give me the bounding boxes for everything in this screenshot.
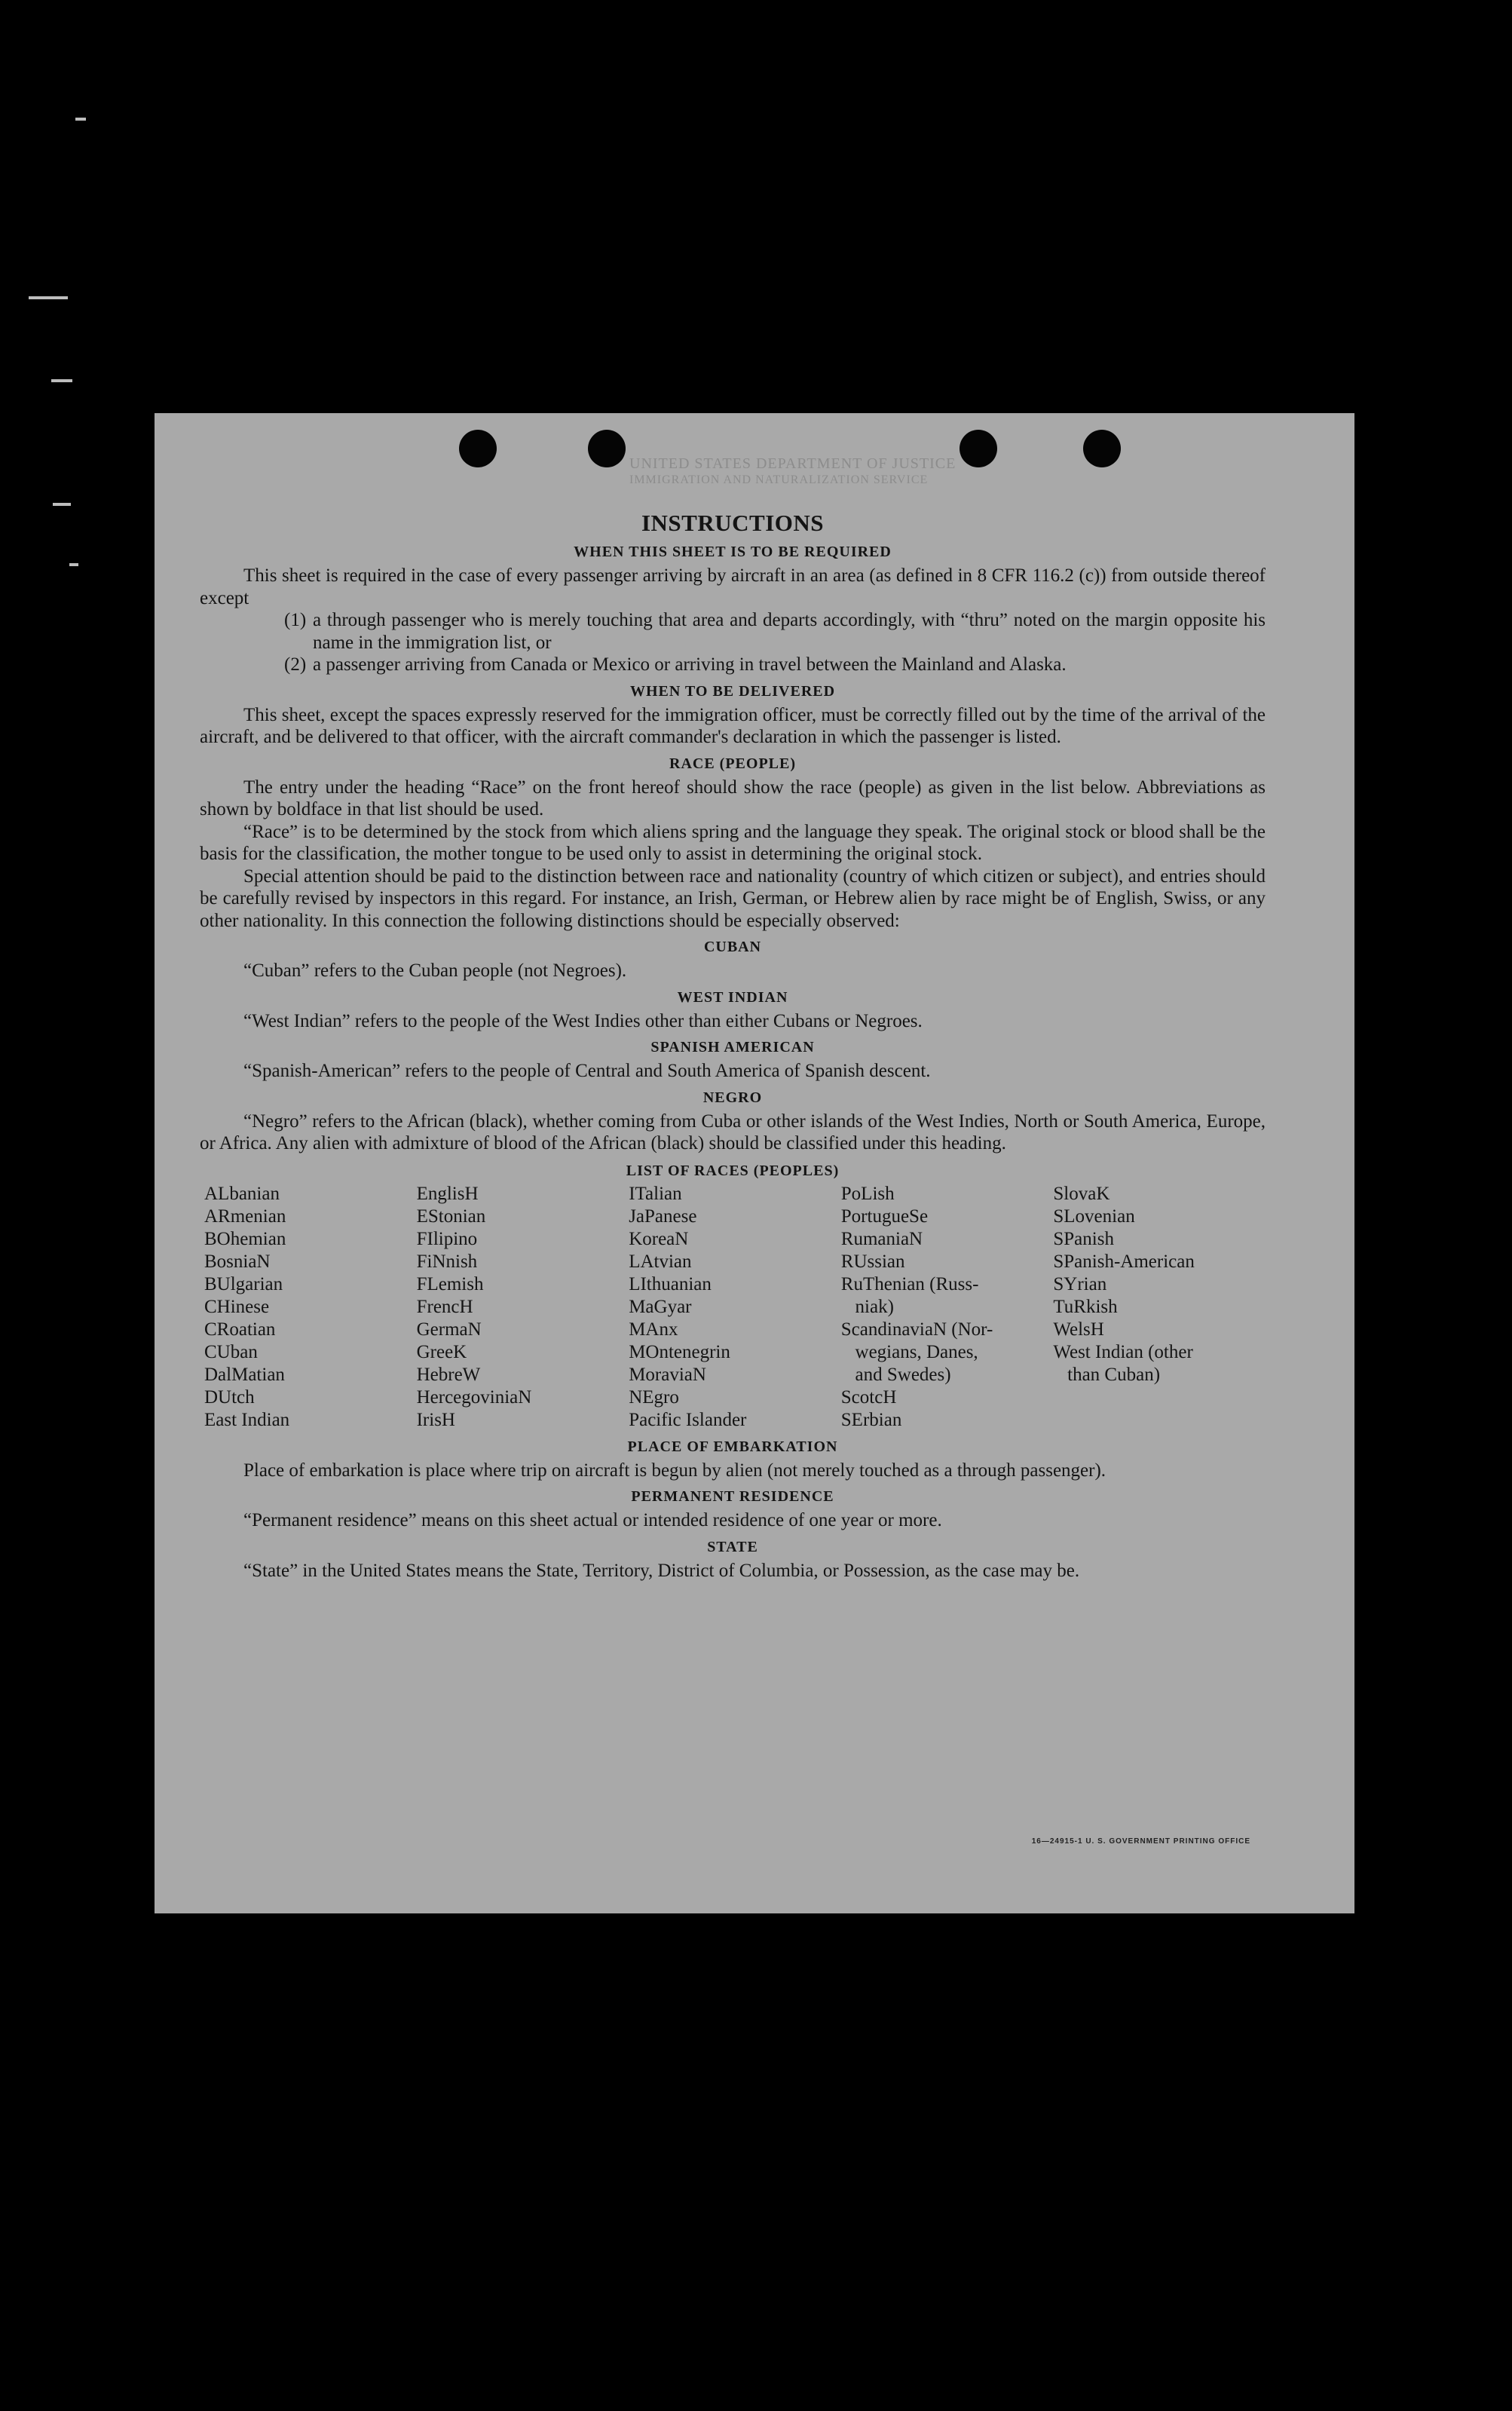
race-entry: SPanish-American: [1053, 1251, 1195, 1272]
exception-text: a through passenger who is merely touching that area and departs accordingly, with “thru” noted on the margin opposite his name in the immigration list, or: [313, 610, 1266, 653]
race-entry: CHinese: [204, 1296, 270, 1317]
race-entry: and Swedes): [840, 1364, 951, 1385]
paragraph: “Cuban” refers to the Cuban people (not Negroes).: [243, 960, 627, 981]
race-entry: SErbian: [840, 1409, 902, 1430]
printing-office-code: 16—24915-1 U. S. GOVERNMENT PRINTING OFFICE: [1031, 1837, 1250, 1846]
exception-list: [284, 609, 1266, 676]
race-entry: ScotcH: [840, 1386, 897, 1408]
paragraph: This sheet, except the spaces expressly reserved for the immigration officer, must be correctly filled out by the time of the arrival of the aircraft, and be delivered to that officer, with the aircraft commander's declaration in which the passenger is listed.: [200, 704, 1266, 747]
race-entry: wegians, Danes,: [840, 1341, 978, 1362]
race-entry: SLovenian: [1053, 1206, 1135, 1227]
race-entry: CUban: [204, 1341, 258, 1362]
race-entry: than Cuban): [1053, 1364, 1161, 1385]
paragraph: “State” in the United States means the State, Territory, District of Columbia, or Possession, as the case may be.: [243, 1560, 1080, 1581]
races-heading: LIST OF RACES (PEOPLES): [626, 1162, 840, 1179]
race-entry: SPanish: [1053, 1228, 1114, 1249]
paragraph: “West Indian” refers to the people of the West Indies other than either Cubans or Negroes.: [243, 1010, 923, 1031]
paragraph: “Spanish-American” refers to the people of Central and South America of Spanish descent.: [243, 1061, 931, 1081]
paragraph: The entry under the heading “Race” on the front hereof should show the race (people) as given in the list below. Abbreviations as shown by boldface in that list should be used.: [200, 777, 1266, 819]
races-column: [204, 1183, 417, 1432]
paragraph: “Permanent residence” means on this sheet actual or intended residence of one year or more.: [243, 1510, 942, 1530]
race-entry: ARmenian: [204, 1206, 286, 1227]
exception-text: a passenger arriving from Canada or Mexico or arriving in travel between the Mainland and Alaska.: [313, 654, 1067, 675]
scan-mark: [51, 379, 72, 382]
race-entry: MOntenegrin: [629, 1341, 730, 1362]
race-entry: PoLish: [840, 1183, 895, 1204]
scan-mark: [75, 118, 86, 121]
paragraph: Place of embarkation is place where trip on aircraft is begun by alien (not merely touched as a through passenger).: [243, 1460, 1106, 1481]
scan-mark: [53, 503, 71, 506]
race-entry: DUtch: [204, 1386, 255, 1408]
race-entry: BUlgarian: [204, 1273, 283, 1294]
section-heading: WHEN TO BE DELIVERED: [629, 682, 836, 700]
section-heading: NEGRO: [702, 1089, 763, 1106]
paragraph: This sheet is required in the case of every passenger arriving by aircraft in an area (as defined in 8 CFR 116.2 (c)) from outside thereof except: [200, 565, 1266, 608]
exception-item: [284, 654, 1266, 676]
section-heading: STATE: [707, 1538, 758, 1555]
punch-hole: [459, 430, 497, 467]
scan-mark: [69, 563, 78, 566]
punch-hole: [588, 430, 626, 467]
race-entry: SYrian: [1053, 1273, 1107, 1294]
punch-hole: [1083, 430, 1121, 467]
paragraph: “Negro” refers to the African (black), whether coming from Cuba or other islands of the West Indies, North or South America, Europe, or Africa. Any alien with admixture of blood of the African (black) should be classified under this heading.: [200, 1111, 1266, 1153]
race-entry: ITalian: [629, 1183, 682, 1204]
race-entry: FLemish: [416, 1273, 484, 1294]
race-entry: SlovaK: [1053, 1183, 1110, 1204]
race-entry: niak): [840, 1296, 894, 1317]
page-title: INSTRUCTIONS: [641, 510, 824, 536]
races-column: [841, 1183, 1054, 1432]
race-entry: DalMatian: [204, 1364, 285, 1385]
race-entry: East Indian: [204, 1409, 290, 1430]
race-entry: HercegoviniaN: [416, 1386, 532, 1408]
paragraph: Special attention should be paid to the distinction between race and nationality (country of which citizen or subject), and entries should be carefully revised by inspectors in this regard. For instance, an Irish, German, or Hebrew alien by race might be of English, Swiss, or any other nationality. In this connection the following distinctions should be especially observed:: [200, 865, 1266, 931]
race-entry: RumaniaN: [840, 1228, 923, 1249]
race-entry: KoreaN: [629, 1228, 689, 1249]
race-entry: ALbanian: [204, 1183, 280, 1204]
race-entry: LAtvian: [629, 1251, 692, 1272]
race-entry: West Indian (other: [1053, 1341, 1193, 1362]
section-heading: SPANISH AMERICAN: [650, 1039, 815, 1055]
race-entry: JaPanese: [629, 1206, 697, 1227]
section-heading: CUBAN: [703, 939, 762, 955]
race-entry: EnglisH: [416, 1183, 479, 1204]
race-entry: EStonian: [416, 1206, 486, 1227]
punch-hole: [960, 430, 997, 467]
race-entry: Pacific Islander: [629, 1409, 747, 1430]
race-entry: TuRkish: [1053, 1296, 1118, 1317]
race-entry: FiNnish: [416, 1251, 478, 1272]
race-entry: IrisH: [416, 1409, 455, 1430]
bleed-through-text: IMMIGRATION AND NATURALIZATION SERVICE: [629, 473, 929, 486]
race-entry: BOhemian: [204, 1228, 286, 1249]
races-column: [1053, 1183, 1266, 1432]
race-entry: GermaN: [416, 1319, 482, 1340]
race-entry: PortugueSe: [840, 1206, 929, 1227]
scan-mark: [29, 296, 68, 299]
exception-number: (1): [284, 610, 307, 630]
race-entry: HebreW: [416, 1364, 481, 1385]
race-entry: FIlipino: [416, 1228, 478, 1249]
bleed-through-text: UNITED STATES DEPARTMENT OF JUSTICE: [629, 455, 956, 472]
race-entry: RUssian: [840, 1251, 905, 1272]
race-entry: MoraviaN: [629, 1364, 706, 1385]
exception-item: [284, 609, 1266, 654]
race-entry: MAnx: [629, 1319, 678, 1340]
section-heading: RACE (PEOPLE): [669, 755, 796, 772]
races-table: [204, 1183, 1266, 1432]
races-column: [417, 1183, 629, 1432]
race-entry: GreeK: [416, 1341, 467, 1362]
races-column: [629, 1183, 841, 1432]
section-heading: PLACE OF EMBARKATION: [627, 1438, 838, 1455]
race-entry: WelsH: [1053, 1319, 1104, 1340]
race-entry: ScandinaviaN (Nor-: [840, 1319, 993, 1340]
race-entry: RuThenian (Russ-: [840, 1273, 979, 1294]
race-entry: MaGyar: [629, 1296, 692, 1317]
section-heading: PERMANENT RESIDENCE: [631, 1488, 834, 1505]
section-heading: WHEN THIS SHEET IS TO BE REQUIRED: [574, 544, 892, 560]
section-heading: WEST INDIAN: [677, 988, 788, 1006]
race-entry: LIthuanian: [629, 1273, 712, 1294]
race-entry: FrencH: [416, 1296, 473, 1317]
exception-number: (2): [284, 654, 307, 675]
instruction-sheet: [155, 413, 1354, 1913]
paragraph: “Race” is to be determined by the stock from which aliens spring and the language they speak. The original stock or blood shall be the basis for the classification, the mother tongue to be used only to assist in determining the original stock.: [200, 821, 1266, 864]
race-entry: CRoatian: [204, 1319, 276, 1340]
race-entry: BosniaN: [204, 1251, 271, 1272]
race-entry: NEgro: [629, 1386, 679, 1408]
